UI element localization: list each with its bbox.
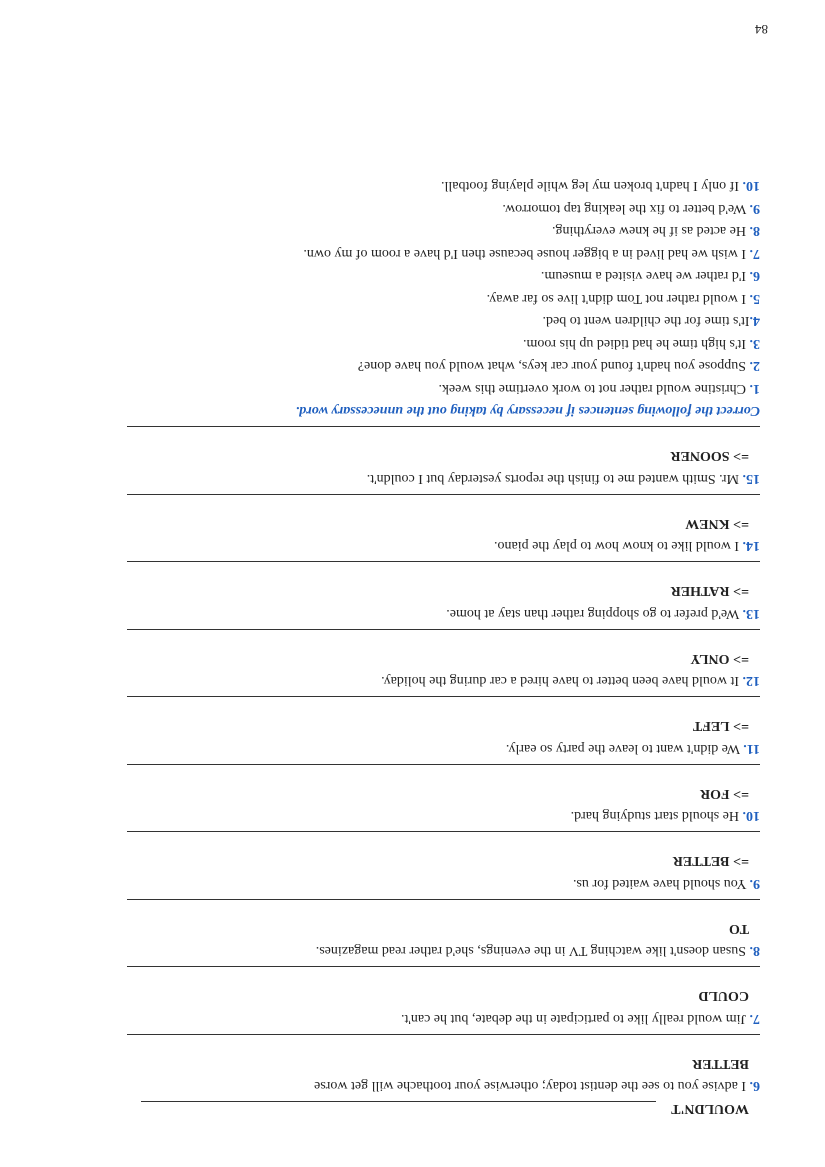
item-sentence: I would like to know how to play the piano. (494, 538, 743, 554)
keyword: RATHER (670, 583, 730, 599)
item-sentence: We didn't want to leave the party so early. (505, 741, 744, 756)
answer-line[interactable] (127, 427, 760, 429)
arrow: => (729, 448, 749, 464)
arrow: => (729, 651, 749, 666)
answer-row (0, 759, 825, 782)
keyword: ONLY (690, 651, 730, 666)
item-number: 1. (749, 381, 760, 396)
keyword: KNEW (685, 516, 730, 531)
item-number: 9. (749, 201, 760, 216)
exercise-item (0, 1074, 825, 1097)
item-sentence: I'd rather we have visited a museum. (540, 268, 750, 284)
answer-row (0, 962, 825, 985)
item-number: 8. (749, 943, 760, 959)
keyword: BETTER (672, 853, 730, 869)
item-sentence: Suppose you hadn't found your car keys, what would you have done? (357, 358, 750, 374)
exercise-item (0, 737, 825, 760)
item-number: 6. (749, 1078, 760, 1094)
item-number: 6. (749, 268, 760, 284)
answer-line[interactable] (127, 494, 760, 496)
exercise-item (0, 872, 825, 895)
answer-row (0, 624, 825, 647)
exercise-item (0, 602, 825, 625)
keyword-line (0, 647, 825, 670)
item-sentence: It's time for the children went to bed. (542, 313, 750, 329)
keyword: FOR (699, 786, 730, 801)
answer-line[interactable] (127, 697, 760, 699)
item-sentence: Susan doesn't like watching TV in the evenings, she'd rather read magazines. (315, 943, 750, 959)
item-number: 14. (742, 538, 760, 554)
item-sentence: He should start studying hard. (570, 808, 743, 824)
item-sentence: He acted as if he knew everything. (552, 223, 750, 239)
answer-line[interactable] (127, 899, 760, 901)
keyword: WOULDN'T (671, 1101, 749, 1116)
correction-item (0, 197, 825, 220)
item-sentence: We'd prefer to go shopping rather than stay at home. (446, 606, 743, 621)
exercise-item (0, 804, 825, 827)
keyword: LEFT (692, 718, 730, 734)
item-number: 11. (743, 741, 760, 756)
keyword-line (0, 917, 825, 940)
item-sentence: Christine would rather not to work overtime this week. (438, 381, 750, 396)
item-number: 9. (749, 876, 760, 891)
arrow-keyword (670, 449, 760, 464)
answer-row (0, 557, 825, 580)
exercise-instruction: Correct the following sentences if necessary by taking out the unnecessary word. (295, 403, 760, 419)
correction-item (0, 354, 825, 377)
item-number: 3. (749, 336, 760, 351)
item-sentence: I wish we had lived in a bigger house because then I'd have a room of my own. (303, 246, 750, 261)
correction-item (0, 242, 825, 265)
item-6-keyword-line (0, 1097, 825, 1120)
correction-item (0, 332, 825, 355)
item-number: 7. (749, 246, 760, 261)
answer-row (0, 489, 825, 512)
item-number: 4. (749, 313, 760, 329)
answer-row (0, 827, 825, 850)
item-number: 12. (742, 673, 760, 689)
keyword: SOONER (670, 448, 730, 464)
item-number: 8. (749, 223, 760, 239)
item-sentence: It would have been better to have hired a car during the holiday. (381, 673, 743, 689)
answer-line[interactable] (127, 562, 760, 564)
keyword-line (0, 782, 825, 805)
answer-row (0, 894, 825, 917)
correction-item (0, 264, 825, 287)
correction-item (0, 309, 825, 332)
correction-item (0, 219, 825, 242)
item-sentence: We'd better to fix the leaking tap tomorrow. (502, 201, 750, 216)
item-sentence: Mr. Smith wanted me to finish the reports yesterday but I couldn't. (366, 471, 743, 486)
answer-line[interactable] (127, 629, 760, 631)
keyword-line (0, 1052, 825, 1075)
item-sentence: I would rather not Tom didn't live so far away. (486, 291, 750, 306)
arrow-keyword (690, 651, 760, 666)
keyword-line (0, 579, 825, 602)
item-sentence: It's high time he had tidied up his room. (523, 336, 750, 351)
item-number: 5. (749, 291, 760, 306)
item-sentence: I advise you to see the dentist today; otherwise your toothache will get worse (314, 1078, 750, 1094)
exercise-item (0, 939, 825, 962)
page-number: 84 (755, 22, 768, 37)
arrow: => (729, 583, 749, 599)
arrow: => (729, 516, 749, 531)
keyword: COULD (698, 988, 749, 1004)
item-number: 2. (749, 358, 760, 374)
arrow-keyword (700, 786, 760, 801)
arrow-keyword (673, 854, 760, 869)
exercise-item (0, 669, 825, 692)
item-number: 10. (742, 178, 760, 194)
answer-line[interactable] (127, 764, 760, 766)
transformation-exercise (0, 174, 825, 1119)
item-number: 13. (742, 606, 760, 621)
arrow-keyword (693, 719, 760, 734)
answer-row (0, 422, 825, 445)
exercise-item (0, 1007, 825, 1030)
keyword-line (0, 984, 825, 1007)
item-number: 15. (742, 471, 760, 486)
exercise-item (0, 534, 825, 557)
arrow: => (729, 786, 749, 801)
keyword: BETTER (692, 1056, 749, 1071)
answer-line[interactable] (141, 1102, 656, 1104)
keyword-line (0, 849, 825, 872)
answer-row (0, 1029, 825, 1052)
item-number: 10. (742, 808, 760, 824)
item-sentence: You should have waited for us. (572, 876, 750, 891)
item-sentence: If only I hadn't broken my leg while playing football. (440, 178, 743, 194)
keyword-line (0, 512, 825, 535)
correction-item (0, 377, 825, 400)
arrow: => (729, 718, 749, 734)
answer-line[interactable] (127, 967, 760, 969)
item-sentence: Jim would really like to participate in the debate, but he can't. (400, 1011, 750, 1026)
arrow: => (729, 853, 749, 869)
answer-line[interactable] (127, 832, 760, 834)
keyword-line (0, 714, 825, 737)
keyword: TO (729, 921, 749, 936)
item-number: 7. (749, 1011, 760, 1026)
arrow-keyword (671, 584, 760, 599)
correction-item (0, 287, 825, 310)
exercise-item (0, 467, 825, 490)
answer-line[interactable] (127, 1034, 760, 1036)
keyword-line (0, 444, 825, 467)
correction-item (0, 174, 825, 197)
answer-row (0, 692, 825, 715)
arrow-keyword (685, 516, 760, 531)
